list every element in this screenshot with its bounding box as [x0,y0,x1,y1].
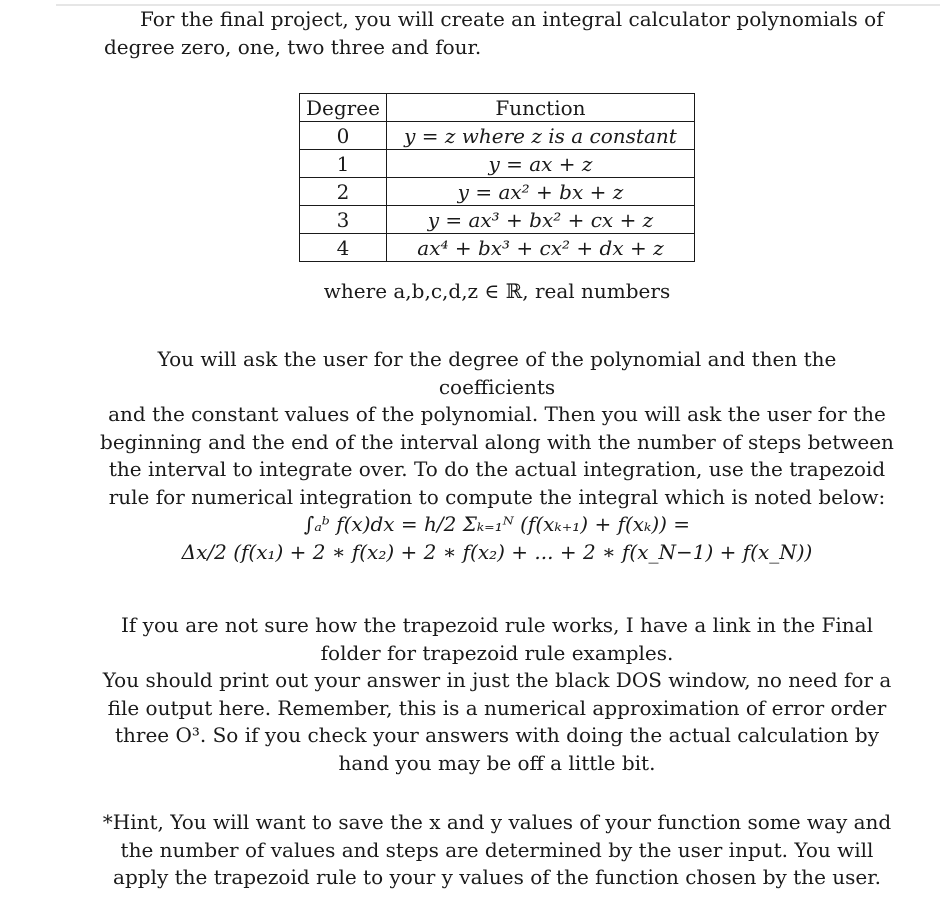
text-line: three O³. So if you check your answers with doing the actual calculation by [114,723,880,747]
trapezoid-formula [180,510,814,566]
text-line: and the constant values of the polynomial. Then you will ask the user for the [108,402,886,426]
formula-line-2: Δx/2 (f(x₁) + 2 ∗ f(x₂) + 2 ∗ f(x₂) + ... + 2 ∗ f(x_N−1) + f(x_N)) [181,540,813,564]
text-line: hand you may be off a little bit. [338,750,656,775]
intro-line-2: degree zero, one, two three and four. [104,34,482,59]
degree-function-table [299,93,695,262]
text-line: If you are not sure how the trapezoid rule works, I have a link in the Final [121,613,873,637]
text-line: file output here. Remember, this is a numerical approximation of error order [107,695,887,720]
function-cell: y = ax³ + bx² + cx + z [386,206,694,234]
function-cell: y = ax + z [386,150,694,178]
function-cell: y = ax² + bx + z [386,178,694,206]
text-line: beginning and the end of the interval along with the number of steps between [100,429,894,454]
degree-cell: 3 [300,206,387,234]
text-line: the number of values and steps are determined by the user input. You will [120,837,874,862]
degree-cell: 4 [300,234,387,262]
text-line: You will ask the user for the degree of the polynomial and then the coefficients [157,347,837,399]
table-row [300,150,695,178]
degree-cell: 0 [300,122,387,150]
table-row [300,206,695,234]
degree-cell: 2 [300,178,387,206]
header-degree: Degree [300,94,387,122]
text-line: *Hint, You will want to save the x and y values of your function some way and [102,810,892,834]
instructions-paragraph [100,346,894,511]
text-line: apply the trapezoid rule to your y values of the function chosen by the user. [113,865,881,889]
table-row [300,234,695,262]
table-header-row [300,94,695,122]
text-line: folder for trapezoid rule examples. [320,640,674,665]
where-note: where a,b,c,d,z ∈ ℝ, real numbers [323,279,671,303]
table-row [300,178,695,206]
function-cell: y = z where z is a constant [386,122,694,150]
text-line: the interval to integrate over. To do the actual integration, use the trapezoid [108,457,886,481]
header-function: Function [386,94,694,122]
formula-line-1: ∫ₐᵇ f(x)dx = h/2 Σₖ₌₁ᴺ (f(xₖ₊₁) + f(xₖ)) = [303,512,691,536]
intro-paragraph [104,6,894,61]
intro-line-1: For the final project, you will create an integral calculator polynomials of [140,7,884,31]
text-line: rule for numerical integration to compute the integral which is noted below: [108,484,886,509]
hint-paragraph [100,809,894,892]
table-row [300,122,695,150]
text-line: You should print out your answer in just the black DOS window, no need for a [102,668,892,692]
function-cell: ax⁴ + bx³ + cx² + dx + z [386,234,694,262]
guidance-paragraph [100,612,894,777]
degree-cell: 1 [300,150,387,178]
